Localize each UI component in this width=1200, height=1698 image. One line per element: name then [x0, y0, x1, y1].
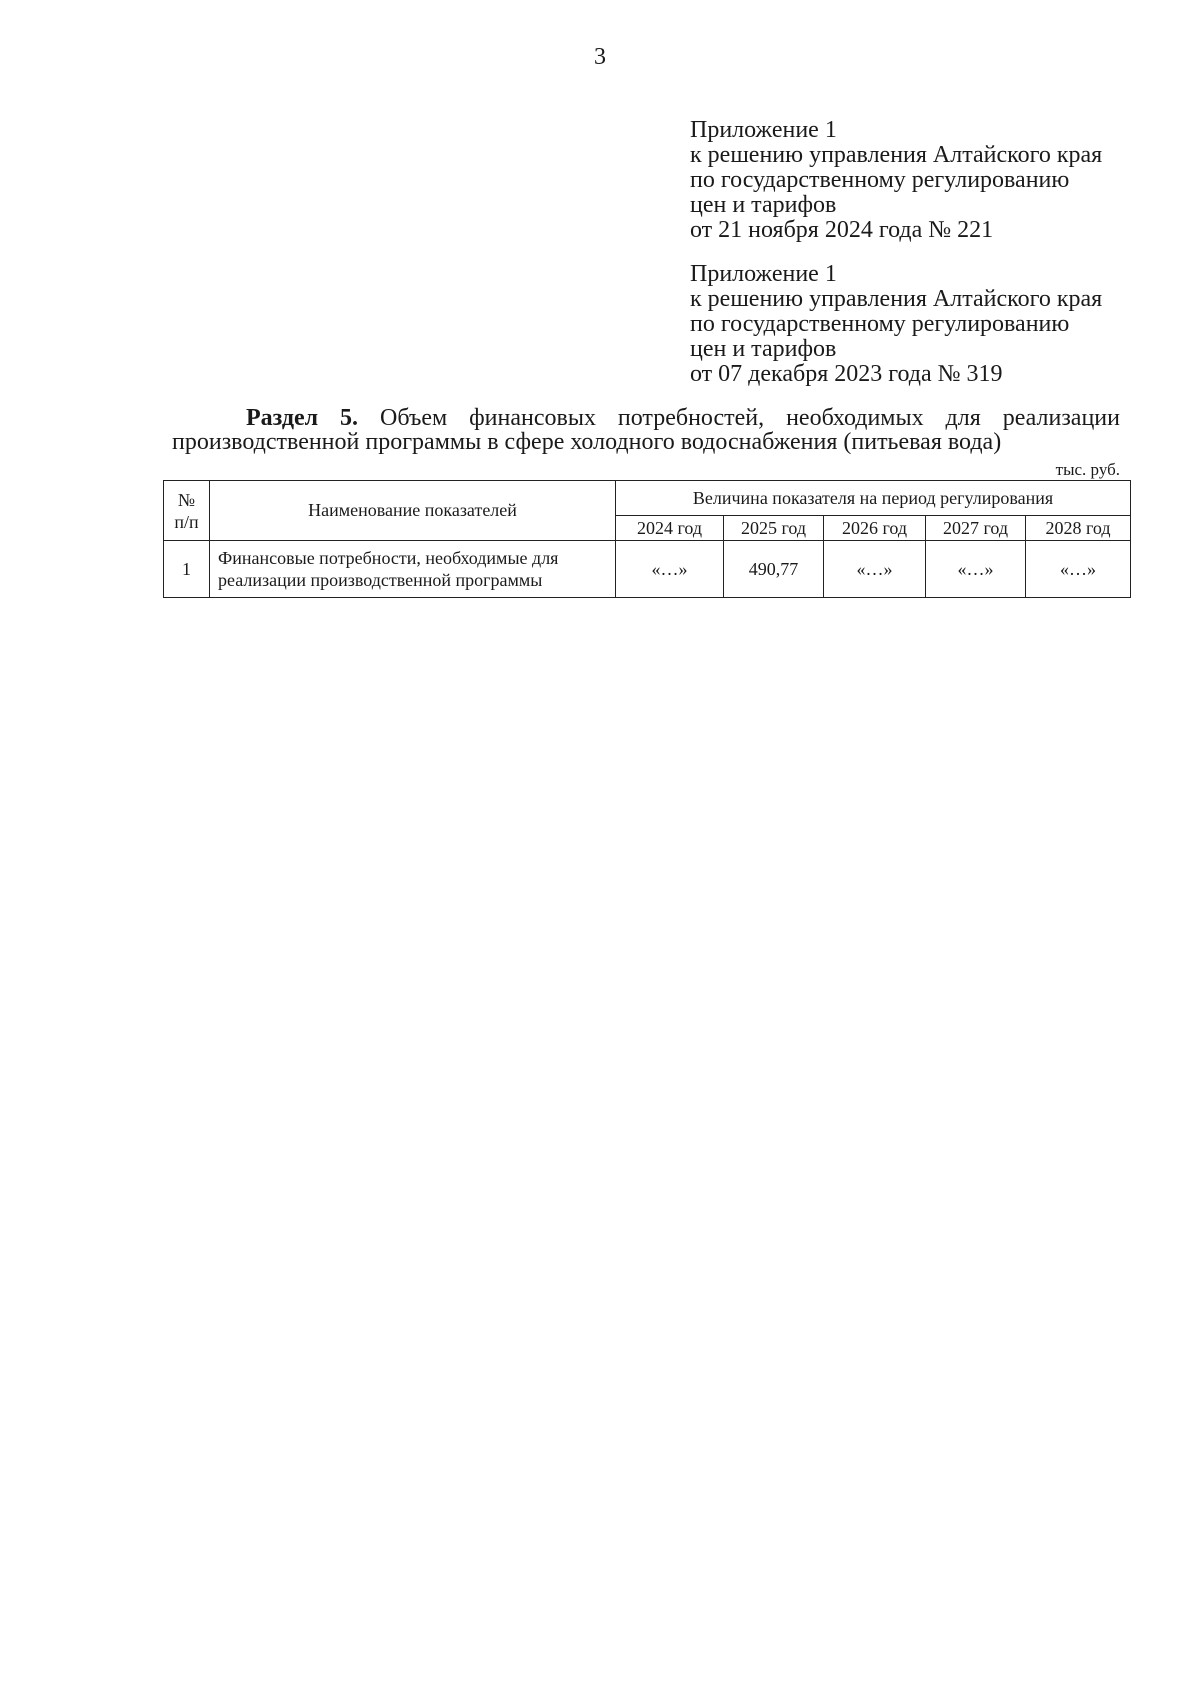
- row-number: 1: [164, 541, 210, 598]
- column-header-number-line2: п/п: [174, 511, 199, 532]
- row-name-line2: реализации производственной программы: [218, 570, 543, 590]
- appendix-line: Приложение 1: [690, 261, 837, 287]
- section-heading: [172, 406, 1120, 454]
- column-header-number: [164, 481, 210, 541]
- year-header: 2025 год: [724, 516, 824, 541]
- row-value: 490,77: [724, 541, 824, 598]
- appendix-current: [690, 118, 1102, 243]
- section-title-line2: производственной программы в сфере холодного водоснабжения (питьевая вода): [172, 429, 1002, 455]
- appendix-line: по государственному регулированию: [690, 167, 1070, 193]
- year-header: 2024 год: [616, 516, 724, 541]
- section-title-line1: Объем финансовых потребностей, необходимых для реализации: [380, 405, 1120, 431]
- appendix-line: от 07 декабря 2023 года № 319: [690, 361, 1003, 387]
- row-value: «…»: [926, 541, 1026, 598]
- row-name-line1: Финансовые потребности, необходимые для: [218, 548, 559, 568]
- column-header-name: Наименование показателей: [210, 481, 616, 541]
- appendix-line: по государственному регулированию: [690, 311, 1070, 337]
- appendix-line: цен и тарифов: [690, 336, 837, 362]
- year-header: 2028 год: [1026, 516, 1131, 541]
- appendix-line: к решению управления Алтайского края: [690, 142, 1103, 168]
- row-value: «…»: [824, 541, 926, 598]
- table-row: [164, 541, 1131, 598]
- year-header: 2027 год: [926, 516, 1026, 541]
- appendix-line: к решению управления Алтайского края: [690, 286, 1103, 312]
- appendix-line: цен и тарифов: [690, 192, 837, 218]
- appendix-line: от 21 ноября 2024 года № 221: [690, 217, 994, 243]
- row-value: «…»: [1026, 541, 1131, 598]
- section-label: Раздел 5.: [246, 405, 359, 431]
- unit-label: тыс. руб.: [1055, 460, 1120, 479]
- row-value: «…»: [616, 541, 724, 598]
- financial-needs-table: [163, 480, 1131, 598]
- appendix-previous: [690, 262, 1102, 387]
- year-header: 2026 год: [824, 516, 926, 541]
- page-number: 3: [594, 44, 606, 70]
- section-heading-line1: [172, 406, 1120, 430]
- column-header-group: Величина показателя на период регулирования: [616, 481, 1131, 516]
- appendix-line: Приложение 1: [690, 117, 837, 143]
- column-header-number-line1: №: [177, 489, 196, 510]
- row-name: [210, 541, 616, 598]
